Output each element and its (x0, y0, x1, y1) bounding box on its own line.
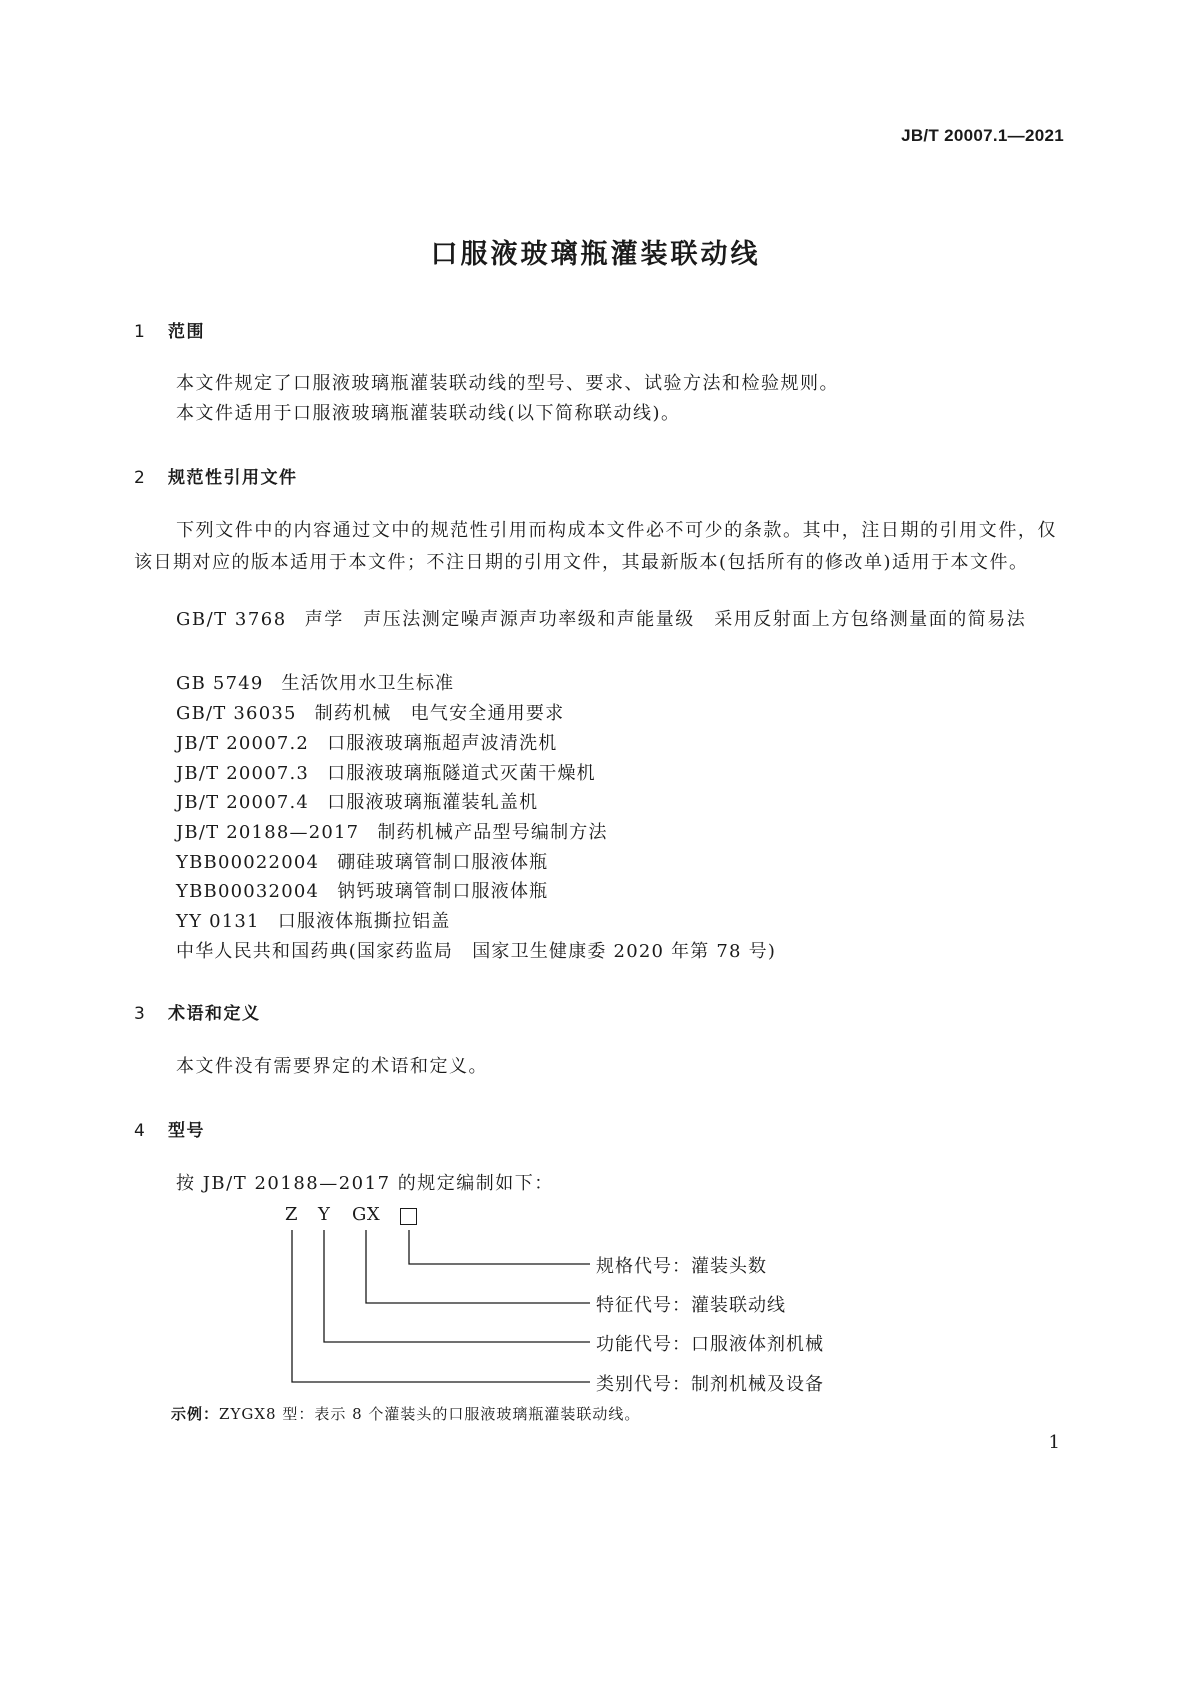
example-text: ZYGX8 型：表示 8 个灌装头的口服液玻璃瓶灌装联动线。 (219, 1405, 641, 1423)
section-3-para: 本文件没有需要界定的术语和定义。 (176, 1056, 488, 1077)
section-4-intro: 按 JB/T 20188—2017 的规定编制如下： (176, 1173, 554, 1194)
section-number: 2 (134, 468, 147, 488)
reference-item: GB/T 36035 制药机械 电气安全通用要求 (176, 703, 565, 724)
document-title: 口服液玻璃瓶灌装联动线 (430, 239, 761, 270)
section-title: 型号 (168, 1121, 205, 1141)
model-label-feature: 特征代号：灌装联动线 (596, 1295, 786, 1316)
model-label-function: 功能代号：口服液体剂机械 (596, 1334, 824, 1355)
reference-item: GB 5749 生活饮用水卫生标准 (176, 673, 455, 694)
leader-line-spec (409, 1230, 590, 1264)
leader-line-feature (366, 1230, 590, 1303)
section-number: 3 (134, 1004, 147, 1024)
model-code-z: Z (285, 1204, 299, 1225)
reference-item: JB/T 20007.4 口服液玻璃瓶灌装轧盖机 (176, 792, 539, 813)
section-1-para-2: 本文件适用于口服液玻璃瓶灌装联动线(以下简称联动线)。 (176, 403, 681, 424)
model-code-gx: GX (352, 1204, 381, 1225)
model-code-y: Y (318, 1204, 331, 1225)
reference-item: JB/T 20007.2 口服液玻璃瓶超声波清洗机 (176, 733, 558, 754)
example-label: 示例： (171, 1405, 220, 1423)
reference-item: JB/T 20188—2017 制药机械产品型号编制方法 (176, 822, 608, 843)
section-title: 范围 (168, 322, 205, 342)
reference-item: 中华人民共和国药典(国家药监局 国家卫生健康委 2020 年第 78 号) (176, 941, 777, 962)
reference-item: YBB00032004 钠钙玻璃管制口服液体瓶 (176, 881, 549, 902)
reference-item: GB/T 3768 声学 声压法测定噪声源声功率级和声能量级 采用反射面上方包络测量面的简易法 (176, 609, 1027, 630)
section-number: 4 (134, 1121, 147, 1141)
reference-item: JB/T 20007.3 口服液玻璃瓶隧道式灭菌干燥机 (176, 763, 596, 784)
leader-line-category (292, 1230, 590, 1382)
reference-item: YBB00022004 硼硅玻璃管制口服液体瓶 (176, 852, 549, 873)
section-2-intro: 下列文件中的内容通过文中的规范性引用而构成本文件必不可少的条款。其中，注日期的引用文件，仅该日期对应的版本适用于本文件；不注日期的引用文件，其最新版本(包括所有的修改单)适用于本文件。 (134, 520, 1057, 573)
standard-code: JB/T 20007.1—2021 (901, 126, 1064, 145)
section-1-para-1: 本文件规定了口服液玻璃瓶灌装联动线的型号、要求、试验方法和检验规则。 (176, 373, 839, 394)
reference-item: YY 0131 口服液体瓶撕拉铝盖 (176, 911, 451, 932)
model-label-spec: 规格代号：灌装头数 (596, 1256, 767, 1277)
section-title: 术语和定义 (168, 1004, 261, 1024)
section-number: 1 (134, 322, 147, 342)
leader-line-function (324, 1230, 590, 1342)
section-title: 规范性引用文件 (168, 468, 298, 488)
example-note (171, 1403, 640, 1424)
page-number: 1 (1048, 1432, 1060, 1453)
model-label-category: 类别代号：制剂机械及设备 (596, 1374, 824, 1395)
